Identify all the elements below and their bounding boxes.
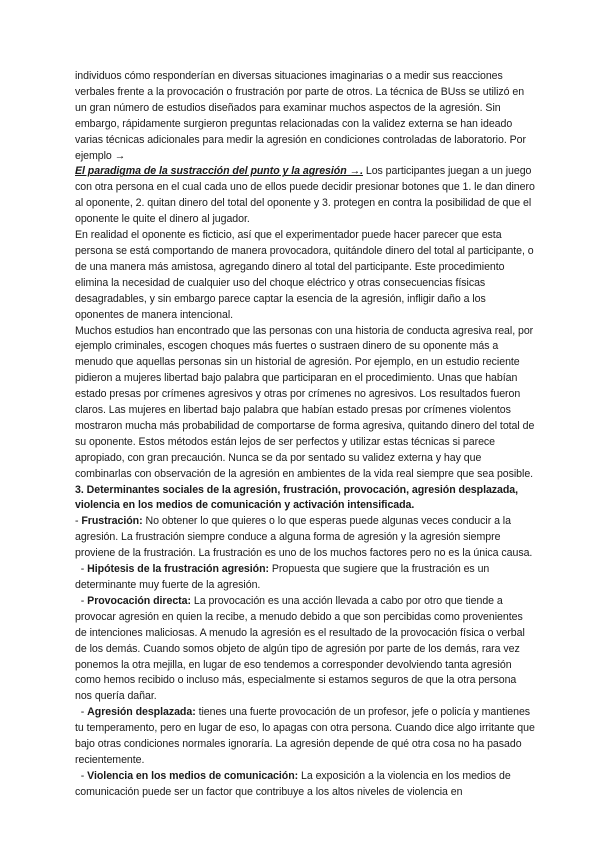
item-hipotesis xyxy=(75,562,535,594)
bullet-dash: - xyxy=(75,706,88,719)
paragraph-fictitious-opponent: En realidad el oponente es ficticio, así que el experimentador puede hacer parecer que esta persona se está comportando de manera provocadora, quitándole dinero del total al participante, o de una manera más amistosa, agregando dinero al total del participante. Este procedimiento elimina la necesidad de cualquier uso del choque eléctrico y otras consecuencias físicas desagradables, y sin embargo parece captar la esencia de la agresión, infligir daño a los oponentes de manera intencional. xyxy=(75,229,534,321)
section-heading: 3. Determinantes sociales de la agresión, frustración, provocación, agresión desplazada, violencia en los medios de comunicación y activación intensificada. xyxy=(75,483,519,512)
body-text xyxy=(75,69,535,801)
term-violencia: Violencia en los medios de comunicación: xyxy=(87,769,299,782)
bullet-dash: - xyxy=(75,594,88,607)
term-hipotesis: Hipótesis de la frustración agresión: xyxy=(87,563,269,576)
bullet-dash: - xyxy=(75,515,82,528)
paradigm-title: El paradigma de la sustracción del punto y la agresión →. xyxy=(75,165,363,178)
text-frustracion: No obtener lo que quieres o lo que esperas puede algunas veces conducir a la agresión. La frustración siempre conduce a alguna forma de agresión y la agresión siempre proviene de la frustración. La frustración es uno de los muchos factores pero no es la única causa. xyxy=(75,515,533,560)
paragraph-point-subtraction xyxy=(75,164,535,228)
term-provocacion: Provocación directa: xyxy=(87,594,191,607)
paragraph-lab-techniques: individuos cómo responderían en diversas situaciones imaginarias o a medir sus reacciones verbales frente a la provocación o frustración por parte de otros. La técnica de BUss se utilizó en un gran número de estudios diseñados para examinar muchos aspectos de la agresión. Sin embargo, rápidamente surgieron preguntas relacionadas con la validez externa se han ideado varias técnicas adicionales para medir la agresión en condiciones controladas de laboratorio. Por ejemplo → xyxy=(75,70,526,162)
bullet-dash: - xyxy=(75,563,88,576)
term-desplazada: Agresión desplazada: xyxy=(87,706,196,719)
item-frustracion xyxy=(75,514,535,562)
bullet-dash: - xyxy=(75,769,88,782)
text-violencia: La exposición a la violencia en los medios de comunicación puede ser un factor que contribuye a los altos niveles de violencia en xyxy=(75,769,511,798)
text-desplazada: tienes una fuerte provocación de un profesor, jefe o policía y mantienes tu temperamento, pero en lugar de eso, lo apagas con otra persona. Cuando dice algo irritante que bajo otras condiciones normales ignoraría. La agresión depende de qué otra cosa no ha pasado recientemente. xyxy=(75,706,535,766)
term-frustracion: Frustración: xyxy=(81,515,143,528)
text-provocacion: La provocación es una acción llevada a cabo por otro que tiende a provocar agresión en quien la recibe, a menudo debido a que son percibidas como provenientes de intenciones maliciosas. A menudo la agresión es el resultado de la provocación física o verbal de los demás. Cuando somos objeto de algún tipo de agresión por parte de los demás, rara vez ponemos la otra mejilla, en lugar de eso tendemos a corresponder devolviendo tanta agresión como hemos recibido o incluso más, especialmente si estamos seguros de que la otra persona nos quería dañar. xyxy=(75,594,525,703)
paragraph-studies: Muchos estudios han encontrado que las personas con una historia de conducta agresiva real, por ejemplo criminales, escogen choques más fuertes o sustraen dinero de su oponente más a menudo que aquellas personas sin un historial de agresión. Por ejemplo, en un estudio reciente pidieron a mujeres libertad bajo palabra que participaran en el procedimiento. Unas que habían estado presas por crímenes agresivos y otras por crímenes no agresivos. Los resultados fueron claros. Las mujeres en libertad bajo palabra que habían estado presas por crímenes violentos mostraron mucha más probabilidad de comportarse de forma agresiva, quitando dinero del total de su oponente. Estos métodos están lejos de ser perfectos y utilizar estas técnicas si parece apropiado, con gran precaución. Nunca se da por sentado su validez externa y hay que combinarlas con observación de la agresión en ambientes de la vida real siempre que sea posible. xyxy=(75,324,535,480)
item-desplazada xyxy=(75,705,535,769)
text-hipotesis: Propuesta que sugiere que la frustración es un determinante muy fuerte de la agresión. xyxy=(75,563,490,591)
item-provocacion xyxy=(75,594,535,705)
item-violencia xyxy=(75,769,535,801)
paradigm-text: Los participantes juegan a un juego con otra persona en el cual cada uno de ellos puede decidir presionar botones que 1. le dan dinero al oponente, 2. quitan dinero del total del oponente y 3. protegen en contra la posibilidad de que el oponente le quite el dinero al jugador. xyxy=(75,165,535,226)
